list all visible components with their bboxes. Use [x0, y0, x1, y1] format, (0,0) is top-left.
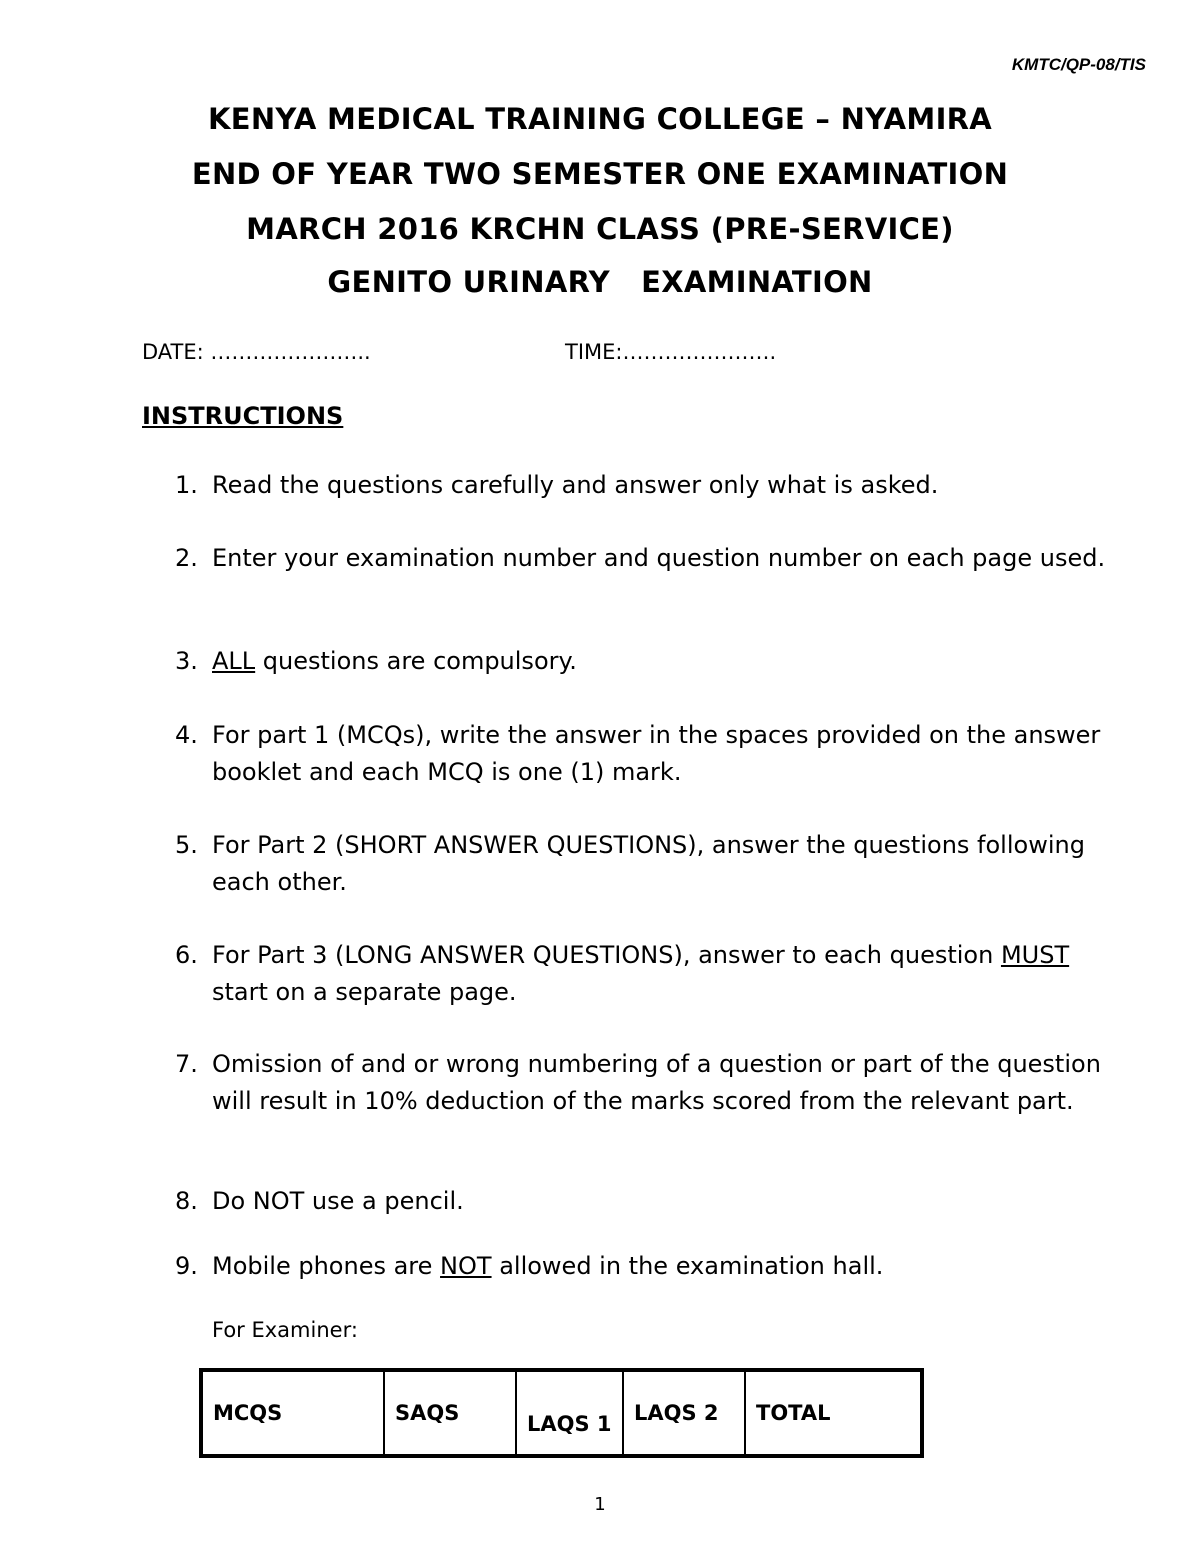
instructions-heading: INSTRUCTIONS — [142, 402, 344, 430]
document-code: KMTC/QP-08/TIS — [1011, 55, 1146, 74]
table-cell-total: TOTAL — [745, 1370, 922, 1456]
instruction-item — [175, 540, 1145, 577]
table-row — [201, 1370, 922, 1456]
instruction-text: For part 1 (MCQs), write the answer in the spaces provided on the answer booklet and each MCQ is one (1) mark. — [212, 721, 1101, 786]
class-title: MARCH 2016 KRCHN CLASS (PRE-SERVICE) — [246, 212, 954, 246]
instruction-number: 1. — [175, 471, 198, 499]
college-title: KENYA MEDICAL TRAINING COLLEGE – NYAMIRA — [207, 102, 993, 136]
examiner-marks-table — [199, 1368, 924, 1458]
date-field: DATE: ………………….. — [142, 340, 371, 364]
instruction-number: 9. — [175, 1252, 198, 1280]
subject-title: GENITO URINARY EXAMINATION — [327, 265, 873, 299]
emphasis-must: MUST — [1000, 941, 1070, 969]
instruction-text-pre: For Part 3 (LONG ANSWER QUESTIONS), answer to each question — [212, 941, 1001, 969]
instruction-text: Omission of and or wrong numbering of a question or part of the question will result in 10% deduction of the marks scored from the relevant part. — [212, 1050, 1101, 1115]
instruction-item — [175, 1046, 1145, 1120]
instruction-text: For Part 2 (SHORT ANSWER QUESTIONS), answer the questions following each other. — [212, 831, 1085, 896]
instruction-text — [212, 1248, 1145, 1285]
instruction-text: Do NOT use a pencil. — [212, 1187, 464, 1215]
instruction-number: 7. — [175, 1050, 198, 1078]
instruction-text-pre: Mobile phones are — [212, 1252, 441, 1280]
table-cell-laqs1: LAQS 1 — [516, 1370, 623, 1456]
instruction-item — [175, 1183, 1145, 1220]
instruction-number: 4. — [175, 721, 198, 749]
table-cell-mcqs: MCQS — [201, 1370, 384, 1456]
instruction-item — [175, 937, 1145, 1011]
instruction-number: 6. — [175, 941, 198, 969]
exam-title: END OF YEAR TWO SEMESTER ONE EXAMINATION — [191, 157, 1009, 191]
instruction-number: 5. — [175, 831, 198, 859]
instruction-text-post: questions are compulsory. — [255, 647, 577, 675]
instruction-text-post: allowed in the examination hall. — [491, 1252, 884, 1280]
table-cell-laqs2: LAQS 2 — [623, 1370, 745, 1456]
emphasis-all: ALL — [212, 647, 256, 675]
instruction-item — [175, 717, 1145, 791]
instruction-number: 3. — [175, 647, 198, 675]
instruction-text — [212, 643, 1145, 680]
examiner-label: For Examiner: — [212, 1318, 358, 1342]
instruction-item — [175, 467, 1145, 504]
instruction-item — [175, 643, 1145, 680]
instruction-item — [175, 1248, 1145, 1285]
instruction-item — [175, 827, 1145, 901]
table-cell-saqs: SAQS — [384, 1370, 516, 1456]
instruction-text — [212, 937, 1122, 1011]
emphasis-not: NOT — [440, 1252, 492, 1280]
instruction-text: Enter your examination number and question number on each page used. — [212, 544, 1106, 572]
instruction-number: 8. — [175, 1187, 198, 1215]
page-number: 1 — [594, 1494, 606, 1515]
instruction-number: 2. — [175, 544, 198, 572]
instruction-text-post: start on a separate page. — [212, 978, 517, 1006]
time-field: TIME:…………………. — [565, 340, 777, 364]
instruction-text: Read the questions carefully and answer only what is asked. — [212, 471, 939, 499]
